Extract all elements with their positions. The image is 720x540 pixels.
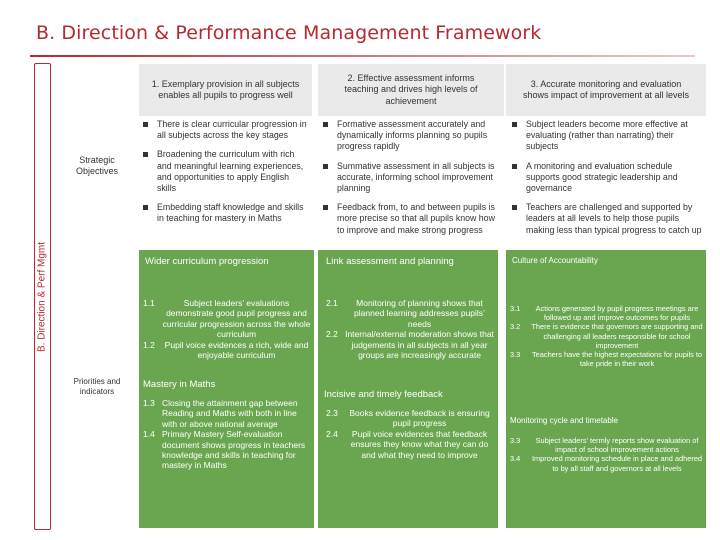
priority-group-heading: Incisive and timely feedback: [324, 389, 443, 400]
priority-group-heading: Link assessment and planning: [326, 256, 454, 267]
priority-number: 2.3: [326, 408, 338, 418]
priority-group-heading: Mastery in Maths: [143, 379, 216, 390]
priority-list: [510, 304, 704, 368]
priority-item: [326, 429, 494, 460]
priority-number: 1.3: [143, 398, 155, 408]
priority-number: 3.3: [510, 350, 521, 360]
priority-item: [326, 298, 494, 329]
objective-bullets-3: [508, 119, 704, 244]
priority-text: Subject leaders’ evaluations demonstrate good pupil progress and curricular progression across the whole curriculum: [162, 298, 311, 340]
priority-text: Actions generated by pupil progress meetings are followed up and improve outcomes for pupils: [535, 304, 699, 323]
row-label-strategic-objectives: Strategic Objectives: [75, 155, 119, 176]
priority-item: [143, 398, 311, 429]
priority-text: Improved monitoring schedule in place and adhered to by all staff and governors at all levels: [531, 454, 703, 473]
priority-item: [510, 436, 704, 454]
priority-number: 2.2: [326, 329, 338, 340]
priority-text: Subject leaders’ termly reports show evaluation of impact of school improvement actions: [535, 436, 699, 455]
priority-text: Books evidence feedback is ensuring pupil progress: [349, 408, 490, 429]
priority-number: 2.4: [326, 428, 338, 439]
priority-item: [326, 329, 494, 360]
priority-text: Primary Mastery Self-evaluation document shows progress in teachers knowledge and skills in teaching for mastery in Maths: [162, 429, 306, 471]
priority-text: Pupil voice evidences a rich, wide and enjoyable curriculum: [164, 339, 309, 361]
priority-group-heading: Wider curriculum progression: [145, 256, 269, 267]
row-label-priorities: Priorities and indicators: [73, 377, 121, 396]
bullet-item: Broadening the curriculum with rich and meaningful learning experiences, and opportunities to apply English skills: [139, 149, 309, 194]
priority-number: 1.4: [143, 429, 155, 440]
priorities-panel-3: [506, 250, 706, 528]
bullet-item: Feedback from, to and between pupils is more precise so that all pupils know how to improve and make strong progress: [319, 202, 499, 236]
bullet-item: Summative assessment in all subjects is accurate, informing school improvement planning: [319, 161, 499, 195]
priorities-panel-2: [318, 250, 498, 528]
priority-number: 3.3: [510, 436, 521, 445]
priority-item: [510, 350, 704, 368]
priority-item: [143, 429, 311, 471]
bullet-item: Teachers are challenged and supported by leaders at all levels to help those pupils making less than typical progress to catch up: [508, 202, 704, 236]
bullet-item: There is clear curricular progression in all subjects across the key stages: [139, 119, 309, 141]
priority-item: [510, 322, 704, 350]
priority-number: 1.2: [143, 339, 155, 350]
priority-text: Monitoring of planning shows that planned learning addresses pupils’ needs: [354, 298, 485, 329]
objective-heading-3: 3. Accurate monitoring and evaluation shows impact of improvement at all levels: [506, 64, 706, 116]
sidebar-label: B. Direction & Perf Mgmt: [36, 241, 48, 353]
priority-text: Internal/external moderation shows that judgements in all subjects in all year groups are increasingly accurate: [345, 329, 494, 361]
priority-item: [510, 454, 704, 472]
priority-number: 2.1: [326, 298, 338, 308]
priority-text: Closing the attainment gap between Reading and Maths with both in line with or above national average: [162, 398, 298, 429]
priority-list: [326, 408, 494, 460]
priority-list: [143, 398, 311, 471]
priority-number: 3.1: [510, 304, 521, 313]
priority-number: 1.1: [143, 298, 155, 308]
priority-group-heading: Culture of Accountability: [512, 256, 598, 265]
priorities-panel-1: [139, 250, 314, 528]
bullet-item: Formative assessment accurately and dynamically informs planning so pupils progress rapidly: [319, 119, 499, 153]
objective-bullets-2: [319, 119, 499, 244]
priority-text: Pupil voice evidences that feedback ensures they know what they can do and what they need to improve: [350, 428, 489, 460]
title-underline: [30, 55, 695, 57]
page-title: B. Direction & Performance Management Framework: [36, 22, 542, 44]
bullet-item: A monitoring and evaluation schedule supports good strategic leadership and governance: [508, 161, 704, 195]
priority-list: [510, 436, 704, 473]
priority-item: [143, 340, 311, 361]
objective-heading-1: 1. Exemplary provision in all subjects enables all pupils to progress well: [139, 64, 312, 116]
priority-text: There is evidence that governors are supporting and challenging all leaders responsible for school improvement: [531, 322, 703, 350]
priority-number: 3.4: [510, 454, 521, 464]
bullet-item: Embedding staff knowledge and skills in teaching for mastery in Maths: [139, 202, 309, 224]
priority-list: [326, 298, 494, 360]
objective-heading-2: 2. Effective assessment informs teaching and drives high levels of achievement: [318, 64, 504, 116]
priority-list: [143, 298, 311, 360]
priority-item: [326, 408, 494, 429]
objective-bullets-1: [139, 119, 309, 233]
bullet-item: Subject leaders become more effective at evaluating (rather than narrating) their subjects: [508, 119, 704, 153]
priority-group-heading: Monitoring cycle and timetable: [510, 416, 619, 425]
priority-number: 3.2: [510, 322, 521, 332]
priority-item: [143, 298, 311, 340]
priority-text: Teachers have the highest expectations for pupils to take pride in their work: [531, 350, 703, 369]
priority-item: [510, 304, 704, 322]
